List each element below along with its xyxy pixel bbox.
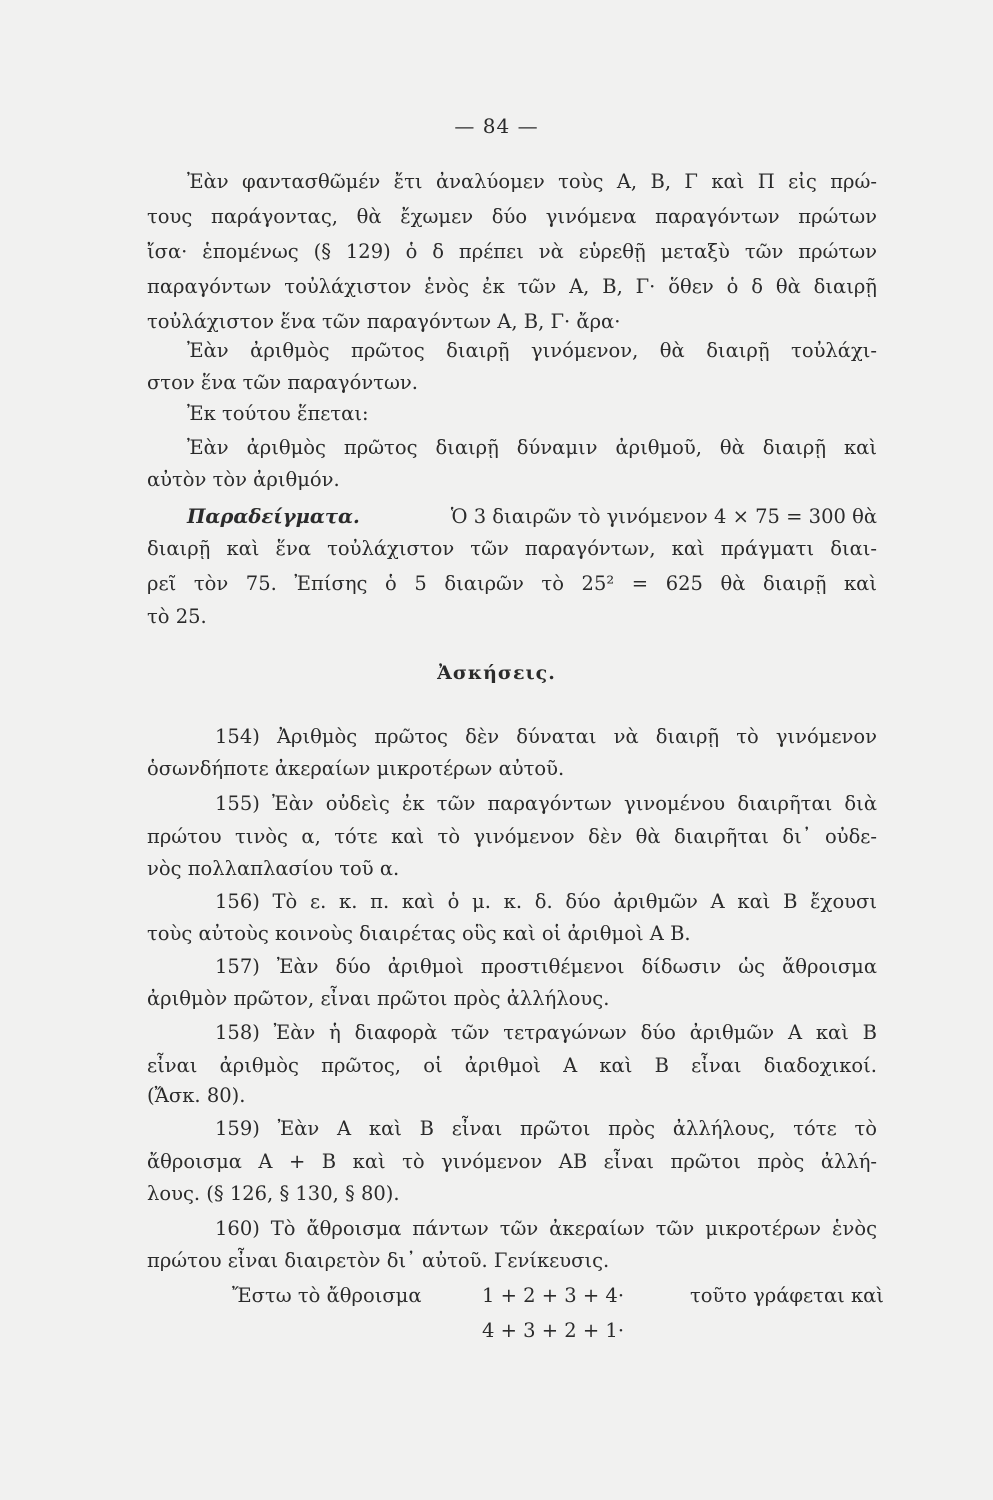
examples-label: Παραδείγματα. — [187, 505, 360, 528]
text-line: τὸ 25. — [147, 605, 207, 628]
text-line: αὐτὸν τὸν ἀριθμόν. — [147, 468, 340, 491]
exercise-line: νὸς πολλαπλασίου τοῦ α. — [147, 857, 400, 880]
exercise-line: πρώτου εἶναι διαιρετὸν δι᾽ αὐτοῦ. Γενίκευσις. — [147, 1249, 610, 1272]
text-line: τους παράγοντας, θὰ ἔχωμεν δύο γινόμενα παραγόντων πρώτων — [147, 205, 877, 228]
exercise-line: 154) Ἀριθμὸς πρῶτος δὲν δύναται νὰ διαιρῇ τὸ γινόμενον — [215, 725, 877, 748]
exercise-line: ὁσωνδήποτε ἀκεραίων μικροτέρων αὐτοῦ. — [147, 757, 565, 780]
exercise-line: ἄθροισμα Α + Β καὶ τὸ γινόμενον ΑΒ εἶναι πρῶτοι πρὸς ἀλλή- — [147, 1150, 877, 1173]
text-line: ἴσα· ἑπομένως (§ 129) ὁ δ πρέπει νὰ εὑρεθῇ μεταξὺ τῶν πρώτων — [147, 240, 877, 263]
text-line: Ἐὰν ἀριθμὸς πρῶτος διαιρῇ δύναμιν ἀριθμοῦ, θὰ διαιρῇ καὶ — [187, 436, 877, 459]
text-line: Ἐκ τούτου ἕπεται: — [187, 402, 369, 425]
text-line: παραγόντων τοὐλάχιστον ἑνὸς ἐκ τῶν Α, Β, Γ· ὅθεν ὁ δ θὰ διαιρῇ — [147, 275, 877, 298]
sum-trail: τοῦτο γράφεται καὶ — [690, 1284, 884, 1307]
exercise-line: ἀριθμὸν πρῶτον, εἶναι πρῶτοι πρὸς ἀλλήλους. — [147, 987, 610, 1010]
text-line: Ὁ 3 διαιρῶν τὸ γινόμενον 4 × 75 = 300 θὰ — [450, 505, 877, 528]
exercise-line: 157) Ἐὰν δύο ἀριθμοὶ προστιθέμενοι δίδωσιν ὡς ἄθροισμα — [215, 955, 877, 978]
text-line: Ἐὰν ἀριθμὸς πρῶτος διαιρῇ γινόμενον, θὰ διαιρῇ τοὐλάχι- — [187, 339, 877, 362]
section-heading: Ἀσκήσεις. — [437, 662, 556, 684]
text-line: στον ἕνα τῶν παραγόντων. — [147, 371, 418, 394]
exercise-line: 159) Ἐὰν Α καὶ Β εἶναι πρῶτοι πρὸς ἀλλήλους, τότε τὸ — [215, 1117, 877, 1140]
page-number: — 84 — — [454, 114, 539, 138]
exercise-line: 156) Τὸ ε. κ. π. καὶ ὁ μ. κ. δ. δύο ἀριθμῶν Α καὶ Β ἔχουσι — [215, 890, 877, 913]
sum-expression: 1 + 2 + 3 + 4· — [482, 1284, 625, 1307]
text-line: διαιρῇ καὶ ἕνα τοὐλάχιστον τῶν παραγόντων, καὶ πράγματι διαι- — [147, 537, 877, 560]
exercise-line: πρώτου τινὸς α, τότε καὶ τὸ γινόμενον δὲν θὰ διαιρῆται δι᾽ οὐδε- — [147, 825, 877, 848]
exercise-line: 160) Τὸ ἄθροισμα πάντων τῶν ἀκεραίων τῶν μικροτέρων ἑνὸς — [215, 1217, 877, 1240]
sum-expression-reversed: 4 + 3 + 2 + 1· — [482, 1319, 625, 1342]
examples-line — [187, 503, 877, 531]
exercise-line: (Ἄσκ. 80). — [147, 1084, 246, 1107]
exercise-line: 155) Ἐὰν οὐδεὶς ἐκ τῶν παραγόντων γινομένου διαιρῆται διὰ — [215, 792, 877, 815]
exercise-line: τοὺς αὐτοὺς κοινοὺς διαιρέτας οὓς καὶ οἱ ἀριθμοὶ Α Β. — [147, 922, 691, 945]
exercise-line: εἶναι ἀριθμὸς πρῶτος, οἱ ἀριθμοὶ Α καὶ Β εἶναι διαδοχικοί. — [147, 1054, 877, 1077]
text-line: τοὐλάχιστον ἕνα τῶν παραγόντων Α, Β, Γ· ἄρα· — [147, 310, 621, 333]
text-line: ρεῖ τὸν 75. Ἐπίσης ὁ 5 διαιρῶν τὸ 25² = 625 θὰ διαιρῇ καὶ — [147, 572, 877, 595]
sum-lead: Ἔστω τὸ ἄθροισμα — [232, 1284, 422, 1307]
text-line: Ἐὰν φαντασθῶμέν ἔτι ἀναλύομεν τοὺς Α, Β, Γ καὶ Π εἰς πρώ- — [187, 170, 877, 193]
exercise-line: 158) Ἐὰν ἡ διαφορὰ τῶν τετραγώνων δύο ἀριθμῶν Α καὶ Β — [215, 1021, 877, 1044]
exercise-line: λους. (§ 126, § 130, § 80). — [147, 1182, 400, 1205]
